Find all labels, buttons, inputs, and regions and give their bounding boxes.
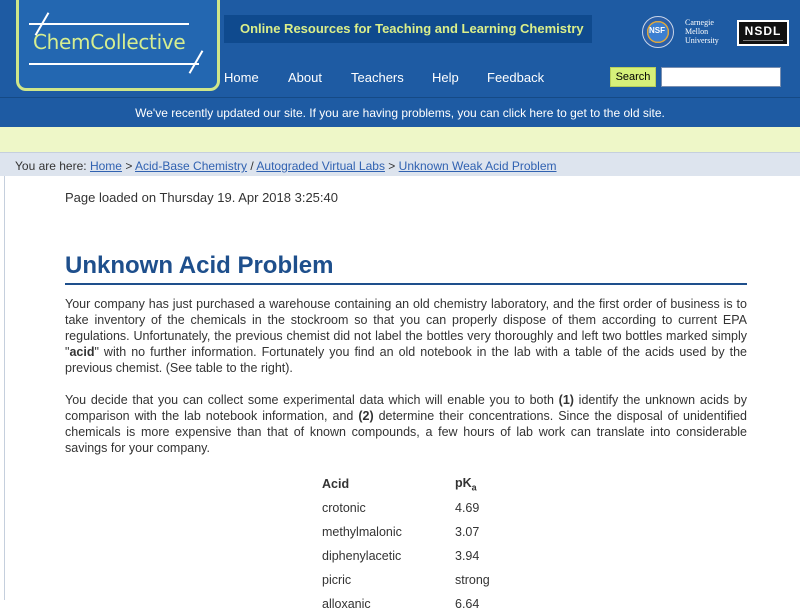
nsdl-logo[interactable] [737,20,789,46]
task-paragraph [65,392,747,456]
breadcrumb-separator: > [125,159,133,173]
logo-slash [189,50,204,74]
logo-line-top [29,23,189,25]
nav-home[interactable]: Home [224,70,259,85]
breadcrumb-prefix: You are here: [15,159,87,173]
acid-name: crotonic [322,501,366,515]
nsdl-logo-text: NSDL [739,22,787,44]
pka-label: pK [455,475,472,490]
acid-pka: 3.07 [455,525,480,539]
page-loaded-timestamp: Page loaded on Thursday 19. Apr 2018 3:25:40 [65,190,338,205]
chemcollective-logo[interactable] [16,0,220,91]
task-text: identify the unknown acids by comparison with the lab notebook information, and [65,393,747,423]
nsf-logo-label: NSF [649,26,665,35]
table-row [322,496,515,520]
column-header-acid: Acid [322,477,350,491]
site-notice-text[interactable]: We've recently updated our site. If you are having problems, you can click here to get to the old site. [135,106,665,120]
acid-name: alloxanic [322,597,371,611]
logo-line-bottom [29,63,199,65]
acid-pka: 3.94 [455,549,480,563]
breadcrumb [0,152,800,176]
cmu-logo[interactable]: Carnegie Mellon University [685,18,719,45]
site-header [0,0,800,97]
nav-help[interactable]: Help [432,70,459,85]
pka-subscript: a [471,482,477,493]
acid-pka: 6.64 [455,597,480,611]
acid-name: methylmalonic [322,525,402,539]
search-input[interactable] [661,67,781,87]
nav-feedback[interactable]: Feedback [487,70,545,85]
intro-bold-term: acid [69,345,95,359]
task-text: You decide that you can collect some experimental data which will enable you to both [65,393,559,407]
table-row [322,592,515,616]
breadcrumb-separator: / [250,159,254,173]
logo-text: ChemCollective [33,30,186,54]
acid-table [322,472,515,616]
breadcrumb-separator: > [388,159,396,173]
nav-about[interactable]: About [288,70,322,85]
intro-paragraph [65,296,747,376]
task-text: determine their concentrations. Since the disposal of unidentified chemicals is more expensive than that of known compounds, a few hours of lab work can translate into considerable savings for your company. [65,409,747,455]
table-row [322,544,515,568]
acid-name: diphenylacetic [322,549,402,563]
breadcrumb-link-virtual-labs[interactable]: Autograded Virtual Labs [256,159,385,173]
intro-text: " with no further information. Fortunately you find an old notebook in the lab with a table of the acids used by the previous chemist. (See table to the right). [65,345,747,375]
content-border [4,176,5,600]
acid-pka: strong [455,573,490,587]
table-row [322,568,515,592]
breadcrumb-link-acid-base[interactable]: Acid-Base Chemistry [135,159,248,173]
column-header-pka [455,472,515,496]
acid-name: picric [322,573,352,587]
search-button[interactable]: Search [610,67,656,87]
page-title: Unknown Acid Problem [65,252,334,279]
tagline-bar [224,15,592,43]
table-header-row [322,472,515,496]
title-divider [65,283,747,285]
table-row [322,520,515,544]
nav-teachers[interactable]: Teachers [351,70,404,85]
task-step-1: (1) [558,393,574,407]
site-tagline: Online Resources for Teaching and Learning Chemistry [240,21,584,36]
breadcrumb-link-current[interactable]: Unknown Weak Acid Problem [398,159,557,173]
site-notice-banner[interactable] [0,97,800,127]
breadcrumb-link-home[interactable]: Home [89,159,122,173]
breadcrumb-trail [15,159,557,173]
intro-text: Your company has just purchased a warehouse containing an old chemistry laboratory, and the first order of business is to take inventory of the chemicals in the stockroom so that you can properly dispose of them according to current EPA regulations. Unfortunately, the previous chemist did not label the bottles very thoroughly and left two bottles marked simply " [65,297,747,359]
acid-pka: 4.69 [455,501,480,515]
decorative-band [0,127,800,152]
task-step-2: (2) [358,409,374,423]
